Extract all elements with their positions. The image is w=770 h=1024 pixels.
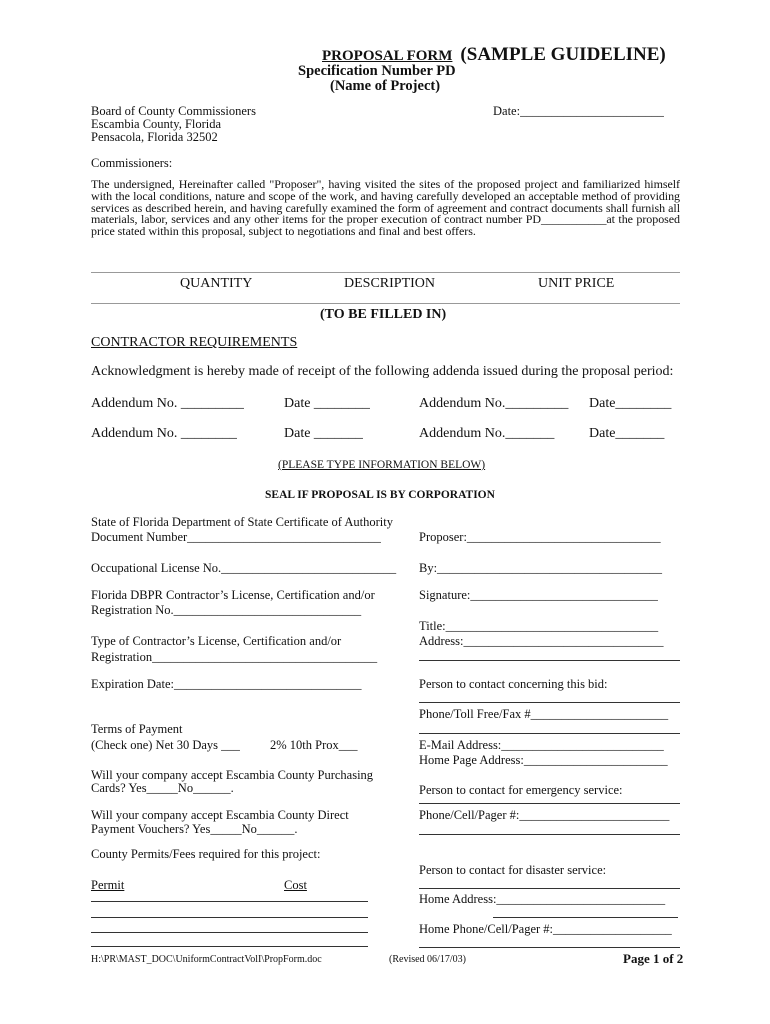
to-be-filled-in: (TO BE FILLED IN)	[320, 307, 447, 322]
contractor-requirements-heading: CONTRACTOR REQUIREMENTS	[91, 335, 298, 350]
addendum-1-field[interactable]: Addendum No. _________	[91, 396, 244, 411]
phone-cell-pager-field[interactable]: Phone/Cell/Pager #:________________________	[419, 808, 670, 822]
please-type-note: (PLEASE TYPE INFORMATION BELOW)	[278, 459, 486, 471]
col-description: DESCRIPTION	[344, 276, 436, 291]
permit-line-2[interactable]	[91, 917, 368, 918]
disaster-contact-line[interactable]	[419, 888, 680, 889]
home-address-field[interactable]: Home Address:___________________________	[419, 892, 666, 906]
spec-number-line: Specification Number PD	[298, 63, 456, 79]
expiration-date-field[interactable]: Expiration Date:______________________________	[91, 677, 362, 691]
addendum-2-date-field[interactable]: Date________	[589, 396, 672, 411]
permit-line-3[interactable]	[91, 932, 368, 933]
cost-column-label: Cost	[284, 878, 307, 892]
proposer-field[interactable]: Proposer:_______________________________	[419, 530, 661, 544]
permit-column-label: Permit	[91, 878, 125, 892]
purchasing-cards-answer[interactable]: Cards? Yes_____No______.	[91, 781, 234, 795]
title-field[interactable]: Title:__________________________________	[419, 619, 659, 633]
footer-file-path: H:\PR\MAST_DOC\UniformContractVolI\PropForm.doc	[91, 954, 322, 965]
acknowledgment-text: Acknowledgment is hereby made of receipt of the following addenda issued during the proposal period:	[91, 364, 674, 379]
purchasing-cards-question: Will your company accept Escambia County Purchasing	[91, 768, 374, 782]
phone-fax-field[interactable]: Phone/Toll Free/Fax #______________________	[419, 707, 669, 721]
footer-revised: (Revised 06/17/03)	[389, 954, 466, 965]
emergency-contact-label: Person to contact for emergency service:	[419, 783, 623, 797]
addendum-2-field[interactable]: Addendum No._________	[419, 396, 569, 411]
page-number: Page 1 of 2	[623, 951, 684, 966]
addendum-4-field[interactable]: Addendum No._______	[419, 426, 555, 441]
signature-field[interactable]: Signature:______________________________	[419, 588, 658, 602]
date-field[interactable]: Date:_______________________	[493, 104, 664, 118]
addendum-3-field[interactable]: Addendum No. ________	[91, 426, 237, 441]
dbpr-license-label: Florida DBPR Contractor’s License, Certification and/or	[91, 588, 375, 602]
address-line-extra[interactable]	[419, 660, 680, 661]
bid-contact-label: Person to contact concerning this bid:	[419, 677, 608, 691]
home-phone-field[interactable]: Home Phone/Cell/Pager #:___________________	[419, 922, 672, 936]
permit-line-1[interactable]	[91, 901, 368, 902]
addendum-4-date-field[interactable]: Date_______	[589, 426, 665, 441]
divider-bottom	[91, 303, 680, 304]
license-type-label: Type of Contractor’s License, Certification and/or	[91, 634, 342, 648]
by-field[interactable]: By:____________________________________	[419, 561, 663, 575]
registration-number-field[interactable]: Registration No.______________________________	[91, 603, 362, 617]
permit-line-4[interactable]	[91, 946, 368, 947]
addendum-1-date-field[interactable]: Date ________	[284, 396, 370, 411]
occupational-license-field[interactable]: Occupational License No.____________________________	[91, 561, 397, 575]
direct-payment-question: Will your company accept Escambia County Direct	[91, 808, 349, 822]
bid-contact-line[interactable]	[419, 702, 680, 703]
address-field[interactable]: Address:________________________________	[419, 634, 664, 648]
permits-question: County Permits/Fees required for this project:	[91, 847, 321, 861]
project-name-line: (Name of Project)	[330, 78, 441, 94]
disaster-contact-label: Person to contact for disaster service:	[419, 863, 607, 877]
addendum-3-date-field[interactable]: Date _______	[284, 426, 363, 441]
emergency-contact-line[interactable]	[419, 803, 680, 804]
terms-of-payment-label: Terms of Payment	[91, 722, 183, 736]
homepage-field[interactable]: Home Page Address:_______________________	[419, 753, 668, 767]
direct-payment-answer[interactable]: Payment Vouchers? Yes_____No______.	[91, 822, 298, 836]
seal-note: SEAL IF PROPOSAL IS BY CORPORATION	[265, 489, 495, 501]
registration-type-field[interactable]: Registration____________________________________	[91, 650, 378, 664]
col-unit-price: UNIT PRICE	[538, 276, 615, 291]
col-quantity: QUANTITY	[180, 276, 253, 291]
net-30-days-option[interactable]: (Check one) Net 30 Days ___	[91, 738, 240, 752]
cert-authority-label: State of Florida Department of State Certificate of Authority	[91, 515, 394, 529]
phone-fax-line-extra[interactable]	[419, 733, 680, 734]
address-line-1: Board of County Commissioners	[91, 104, 256, 118]
title-sample-guideline: (SAMPLE GUIDELINE)	[460, 44, 666, 65]
document-number-field[interactable]: Document Number_______________________________	[91, 530, 381, 544]
ten-prox-option[interactable]: 2% 10th Prox___	[270, 738, 358, 752]
divider-top	[91, 272, 680, 273]
title-proposal-form: PROPOSAL FORM	[322, 48, 453, 64]
home-address-line-extra[interactable]	[493, 917, 678, 918]
address-line-3: Pensacola, Florida 32502	[91, 130, 218, 144]
intro-paragraph: The undersigned, Hereinafter called "Proposer", having visited the sites of the proposed project and familiarized himself with the local conditions, nature and scope of the work, and having carefully developed an acceptable method of providing services as described herein, and having carefully examined the form of agreement and contract documents shall furnish all materials, labor, services and any other items for the proper execution of contract number PD___________at the proposed price stated within this proposal, subject to negotiations and final and best offers.	[91, 177, 680, 239]
salutation: Commissioners:	[91, 156, 173, 170]
email-field[interactable]: E-Mail Address:__________________________	[419, 738, 664, 752]
address-line-2: Escambia County, Florida	[91, 117, 222, 131]
phone-cell-line-extra[interactable]	[419, 834, 680, 835]
home-phone-line-extra[interactable]	[419, 947, 680, 948]
